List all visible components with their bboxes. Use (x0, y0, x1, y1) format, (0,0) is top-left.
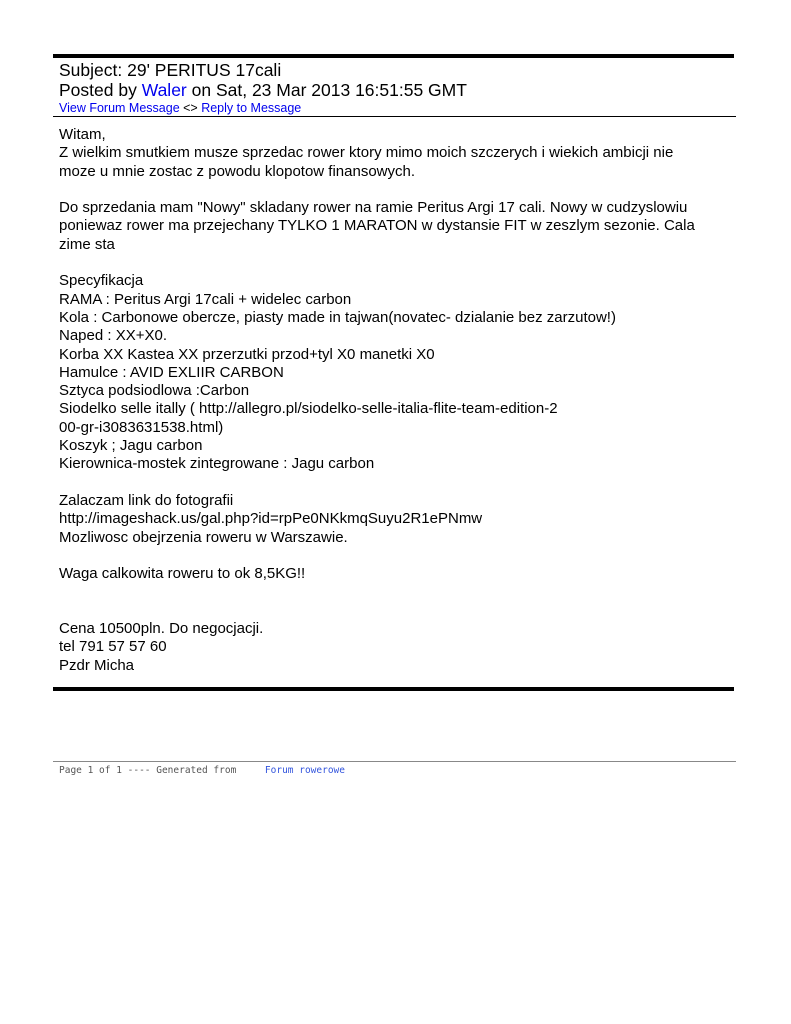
spec-line: 00-gr-i3083631538.html) (59, 418, 224, 436)
weight-line: Waga calkowita roweru to ok 8,5KG!! (59, 565, 306, 583)
top-rule (53, 54, 734, 58)
posted-by-line (59, 80, 734, 100)
price-line: Cena 10500pln. Do negocjacji. (59, 620, 264, 638)
footer-divider (53, 761, 736, 762)
photos-line: Mozliwosc obejrzenia roweru w Warszawie. (59, 528, 348, 546)
signature-line: Pzdr Micha (59, 656, 135, 674)
photos-line: Zalaczam link do fotografii (59, 491, 234, 509)
spec-line: Naped : XX+X0. (59, 327, 167, 345)
forum-link[interactable]: Forum rowerowe (264, 765, 345, 776)
page-footer (59, 765, 345, 777)
message-body (59, 126, 729, 675)
subject-text: 29' PERITUS 17cali (127, 60, 282, 80)
bottom-rule (53, 687, 734, 691)
spec-line: Kierownica-mostek zintegrowane : Jagu carbon (59, 455, 375, 473)
message-links (59, 100, 734, 116)
spec-line: Hamulce : AVID EXLIIR CARBON (59, 363, 284, 381)
intro-line: Z wielkim smutkiem musze sprzedac rower ktory mimo moich szczerych i wiekich ambicji nie (59, 144, 674, 162)
phone-line: tel 791 57 57 60 (59, 638, 167, 656)
spec-title: Specyfikacja (59, 272, 144, 290)
spec-line: Korba XX Kastea XX przerzutki przod+tyl X0 manetki X0 (59, 345, 435, 363)
message-header (59, 60, 734, 116)
photos-url: http://imageshack.us/gal.php?id=rpPe0NKkmqSuyu2R1ePNmw (59, 510, 483, 528)
offer-line: zime sta (59, 235, 115, 253)
reply-to-message-link[interactable]: Reply to Message (201, 101, 302, 115)
intro-line: moze u mnie zostac z powodu klopotow finansowych. (59, 162, 416, 180)
subject-label: Subject: (59, 60, 128, 80)
posted-by-label: Posted by (59, 80, 142, 100)
author-link[interactable]: Waler (141, 80, 187, 100)
offer-line: poniewaz rower ma przejechany TYLKO 1 MARATON w dystansie FIT w zeszlym sezonie. Cala (59, 217, 695, 235)
posted-date: on Sat, 23 Mar 2013 16:51:55 GMT (186, 80, 467, 100)
spec-line: RAMA : Peritus Argi 17cali + widelec carbon (59, 290, 352, 308)
footer-text: Page 1 of 1 ---- Generated from (59, 765, 265, 776)
spec-line: Kola : Carbonowe obercze, piasty made in tajwan(novatec- dzialanie bez zarzutow!) (59, 308, 616, 326)
view-forum-message-link[interactable]: View Forum Message (59, 101, 180, 115)
header-divider (53, 116, 736, 117)
spec-line: Siodelko selle itally ( http://allegro.pl/siodelko-selle-italia-flite-team-edition-2 (59, 400, 558, 418)
subject-line (59, 60, 734, 80)
spec-line: Sztyca podsiodlowa :Carbon (59, 382, 250, 400)
offer-line: Do sprzedania mam "Nowy" skladany rower na ramie Peritus Argi 17 cali. Nowy w cudzyslowiu (59, 199, 688, 217)
spec-line: Koszyk ; Jagu carbon (59, 437, 203, 455)
link-separator: <> (179, 101, 202, 115)
greeting: Witam, (59, 126, 106, 143)
